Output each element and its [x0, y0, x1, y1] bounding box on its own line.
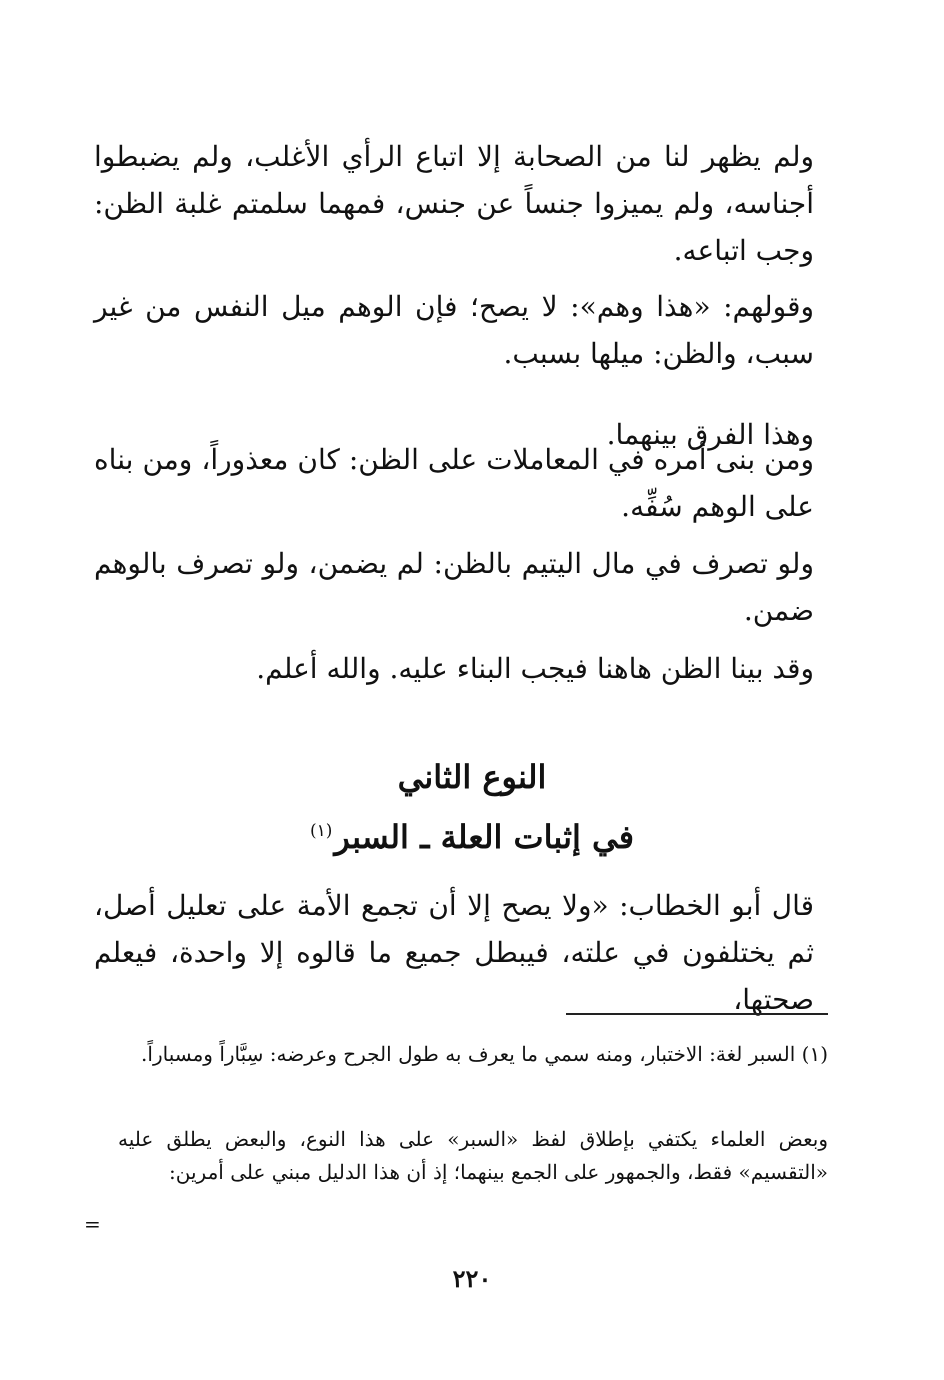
paragraph-5: ولو تصرف في مال اليتيم بالظن: لم يضمن، ولو تصرف بالوهم ضمن.: [94, 547, 814, 627]
paragraph-3: وهذا الفرق بينهما.: [606, 418, 814, 451]
section-subtitle-text: في إثبات العلة ـ السبر: [334, 818, 634, 856]
continuation-mark: =: [84, 1212, 101, 1236]
paragraph-6: وقد بينا الظن هاهنا فيجب البناء عليه. والله أعلم.: [256, 652, 814, 685]
page-number: ٢٢٠: [452, 1264, 492, 1293]
quote-paragraph: قال أبو الخطاب: «ولا يصح إلا أن تجمع الأمة على تعليل أصل، ثم يختلفون في علته، فيبطل جميع ما قالوه إلا واحدة، فيعلم صحتها،: [94, 889, 814, 1016]
quote-text-block: [94, 0, 814, 1016]
footnote-reference: (١): [310, 821, 333, 842]
footnote-1: (١) السبر لغة: الاختبار، ومنه سمي ما يعرف به طول الجرح وعرضه: سِبَّاراً ومسباراً.: [141, 1042, 828, 1066]
paragraph-2: وقولهم: «هذا وهم»: لا يصح؛ فإن الوهم ميل النفس من غير سبب، والظن: ميلها بسبب.: [94, 290, 814, 370]
footnote-1-continued: وبعض العلماء يكتفي بإطلاق لفظ «السبر» على هذا النوع، والبعض يطلق عليه «التقسيم» فقط، والجمهور على الجمع بينهما؛ إذ أن هذا الدليل مبني على أمرين:: [118, 1127, 828, 1184]
footnote-divider: [566, 1013, 828, 1015]
paragraph-1: ولم يظهر لنا من الصحابة إلا اتباع الرأي الأغلب، ولم يضبطوا أجناسه، ولم يميزوا جنساً عن جنس، فمهما سلمتم غلبة الظن: وجب اتباعه.: [94, 140, 814, 267]
paragraph-4: ومن بنى أمره في المعاملات على الظن: كان معذوراً، ومن بناه على الوهم سُفِّه.: [94, 443, 814, 523]
section-title: النوع الثاني: [397, 758, 547, 796]
